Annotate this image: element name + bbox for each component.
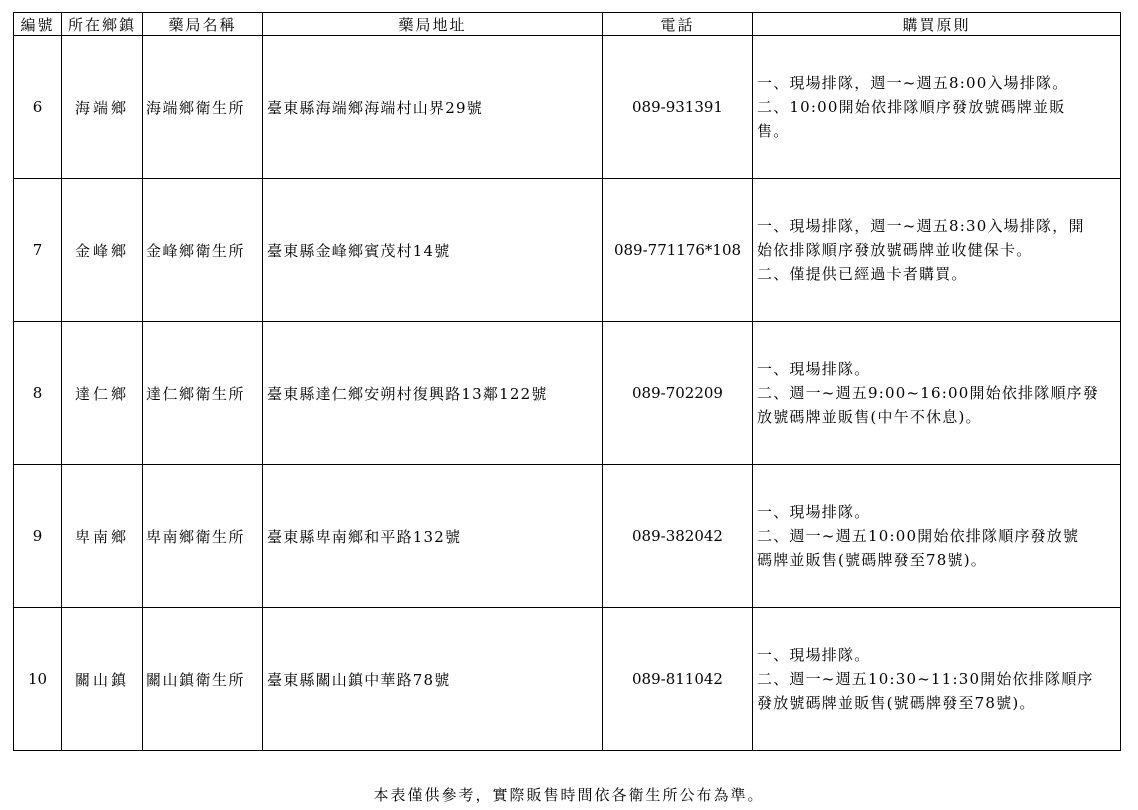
row-number: 7 — [14, 179, 62, 322]
row-phone: 089-811042 — [603, 608, 753, 751]
row-phone: 089-702209 — [603, 322, 753, 465]
row-rules — [753, 36, 1121, 179]
rule-line: 一、現場排隊，週一~週五8:00入場排隊。 — [757, 74, 1069, 92]
rule-line: 發放號碼牌並販售(號碼牌發至78號)。 — [757, 694, 1036, 712]
row-address: 臺東縣金峰鄉賓茂村14號 — [263, 179, 603, 322]
row-address: 臺東縣卑南鄉和平路132號 — [263, 465, 603, 608]
footnote: 本表僅供參考，實際販售時間依各衛生所公布為準。 — [373, 786, 765, 804]
row-number: 10 — [14, 608, 62, 751]
table-row — [14, 36, 1121, 179]
table-row — [14, 179, 1121, 322]
header-pharmacy: 藥局名稱 — [143, 13, 263, 36]
row-phone: 089-382042 — [603, 465, 753, 608]
rule-line: 二、僅提供已經過卡者購買。 — [757, 265, 968, 283]
rule-line: 碼牌並販售(號碼牌發至78號)。 — [757, 551, 987, 569]
rule-line: 一、現場排隊。 — [757, 503, 871, 521]
row-pharmacy: 達仁鄉衛生所 — [143, 322, 263, 465]
row-address: 臺東縣關山鎮中華路78號 — [263, 608, 603, 751]
table-row — [14, 465, 1121, 608]
header-phone: 電話 — [603, 13, 753, 36]
header-rules: 購買原則 — [753, 13, 1121, 36]
row-number: 6 — [14, 36, 62, 179]
rule-line: 一、現場排隊。 — [757, 646, 871, 664]
row-rules — [753, 608, 1121, 751]
rule-line: 放號碼牌並販售(中午不休息)。 — [757, 408, 982, 426]
row-pharmacy: 金峰鄉衛生所 — [143, 179, 263, 322]
row-town: 達仁鄉 — [62, 322, 143, 465]
row-town: 金峰鄉 — [62, 179, 143, 322]
row-phone: 089-771176*108 — [603, 179, 753, 322]
header-no: 編號 — [14, 13, 62, 36]
rule-line: 一、現場排隊。 — [757, 360, 871, 378]
row-rules — [753, 179, 1121, 322]
row-phone: 089-931391 — [603, 36, 753, 179]
rule-line: 始依排隊順序發放號碼牌並收健保卡。 — [757, 241, 1033, 259]
header-row — [14, 13, 1121, 36]
row-address: 臺東縣達仁鄉安朔村復興路13鄰122號 — [263, 322, 603, 465]
row-number: 8 — [14, 322, 62, 465]
row-rules — [753, 465, 1121, 608]
pharmacy-schedule-table — [13, 12, 1121, 751]
row-rules — [753, 322, 1121, 465]
header-town: 所在鄉鎮 — [62, 13, 143, 36]
row-number: 9 — [14, 465, 62, 608]
row-pharmacy: 關山鎮衛生所 — [143, 608, 263, 751]
table-row — [14, 322, 1121, 465]
row-town: 卑南鄉 — [62, 465, 143, 608]
rule-line: 售。 — [757, 122, 790, 140]
row-pharmacy: 卑南鄉衛生所 — [143, 465, 263, 608]
row-pharmacy: 海端鄉衛生所 — [143, 36, 263, 179]
rule-line: 二、週一~週五10:30~11:30開始依排隊順序 — [757, 670, 1094, 688]
rule-line: 二、週一~週五10:00開始依排隊順序發放號 — [757, 527, 1080, 545]
rule-line: 二、10:00開始依排隊順序發放號碼牌並販 — [757, 98, 1066, 116]
rule-line: 一、現場排隊，週一~週五8:30入場排隊，開 — [757, 217, 1085, 235]
table-row — [14, 608, 1121, 751]
rule-line: 二、週一~週五9:00~16:00開始依排隊順序發 — [757, 384, 1100, 402]
row-town: 關山鎮 — [62, 608, 143, 751]
row-town: 海端鄉 — [62, 36, 143, 179]
header-address: 藥局地址 — [263, 13, 603, 36]
row-address: 臺東縣海端鄉海端村山界29號 — [263, 36, 603, 179]
